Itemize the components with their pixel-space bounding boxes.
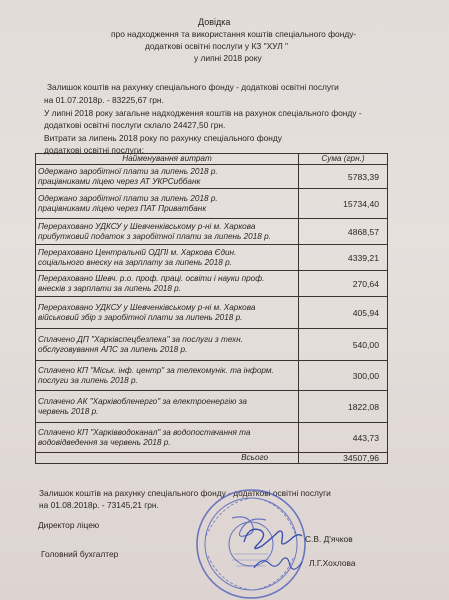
table-row	[36, 361, 388, 391]
expense-amount: 270,64	[299, 271, 388, 297]
expense-amount: 540,00	[299, 329, 388, 361]
expense-amount: 15734,40	[299, 189, 388, 219]
expenses-table	[35, 153, 388, 464]
expenses-heading-line-2: додаткові освітні послуги:	[44, 145, 144, 155]
accountant-label: Головний бухгалтер	[41, 549, 119, 559]
expense-description: Одержано заробітної плати за липень 2018 р. працівниками ліцею через ПАТ Приватбанк	[36, 189, 299, 219]
expense-description: Перераховано Шевч. р.о. проф. праці. освіти і науки проф. внесків з зарплати за липень 2018 р.	[36, 271, 299, 297]
director-label: Директор ліцею	[38, 520, 100, 530]
subtitle-line-3: у липні 2018 року	[194, 53, 262, 63]
accountant-signature	[250, 552, 306, 578]
expense-amount: 4868,57	[299, 219, 388, 245]
total-label: Всього	[36, 453, 299, 464]
income-line-1: У липні 2018 року загальне надходження коштів на рахунок спеціального фонду -	[44, 108, 362, 118]
expense-description: Сплачено АК "Харківобленерго" за електроенергію за червень 2018 р.	[36, 391, 299, 423]
expense-description: Сплачено КП "Міськ. інф. центр" за телекомунік. та інформ. послуги за липень 2018 р.	[36, 361, 299, 391]
total-amount: 34507,96	[299, 453, 388, 464]
table-row	[36, 189, 388, 219]
expense-description: Одержано заробітної плати за липень 2018 р. працівниками ліцею через АТ УКРСиббанк	[36, 165, 299, 189]
accountant-name: Л.Г.Хохлова	[309, 558, 356, 568]
table-row	[36, 245, 388, 271]
opening-balance-line-1: Залишок коштів на рахунку спеціального фонду - додаткові освітні послуги	[47, 82, 339, 92]
expense-amount: 1822,08	[299, 391, 388, 423]
closing-balance-line-1: Залишок коштів на рахунку спеціального фонду - додаткові освітні послуги	[39, 488, 331, 498]
expense-amount: 405,94	[299, 297, 388, 329]
expense-amount: 5783,39	[299, 165, 388, 189]
table-row	[36, 271, 388, 297]
closing-balance-line-2: на 01.08.2018р. - 73145,21 грн.	[39, 500, 159, 510]
subtitle-line-2: додаткові освітні послуги у КЗ "ХУЛ "	[145, 41, 289, 51]
table-total-row	[36, 453, 388, 464]
expense-amount: 443,73	[299, 423, 388, 453]
document-title: Довідка	[198, 17, 231, 27]
column-header-sum: Сума (грн.)	[299, 154, 388, 165]
expense-description: Перераховано Центральній ОДПІ м. Харкова Єдин. соціального внеску на зарплату за липень 2018 р.	[36, 245, 299, 271]
table-header-row	[36, 154, 388, 165]
expense-description: Перераховано УДКСУ у Шевченківському р-ні м. Харкова військовий збір з заробітної плати за липень 2018 р.	[36, 297, 299, 329]
expense-description: Перераховано УДКСУ у Шевченківському р-ні м. Харкова прибутковий податок з заробітної плати за липень 2018 р.	[36, 219, 299, 245]
table-row	[36, 391, 388, 423]
opening-balance-line-2: на 01.07.2018р. - 83225,67 грн.	[44, 95, 164, 105]
director-name: С.В. Д'ячков	[305, 534, 353, 544]
table-row	[36, 423, 388, 453]
column-header-name: Найменування витрат	[36, 154, 299, 165]
expense-description: Сплачено КП "Харківводоканал" за водопостачання та водовідведення за червень 2018 р.	[36, 423, 299, 453]
income-line-2: додаткові освітні послуги склало 24427,50 грн.	[44, 120, 226, 130]
table-row	[36, 297, 388, 329]
table-row	[36, 219, 388, 245]
subtitle-line-1: про надходження та використання коштів спеціального фонду-	[111, 29, 357, 39]
table-row	[36, 329, 388, 361]
expense-amount: 4339,21	[299, 245, 388, 271]
table-row	[36, 165, 388, 189]
expense-amount: 300,00	[299, 361, 388, 391]
expenses-heading-line-1: Витрати за липень 2018 року по рахунку спеціального фонду	[44, 133, 282, 143]
expense-description: Сплачено ДП "Харківспецбезпека" за послуги з техн. обслуговування АПС за липень 2018 р.	[36, 329, 299, 361]
